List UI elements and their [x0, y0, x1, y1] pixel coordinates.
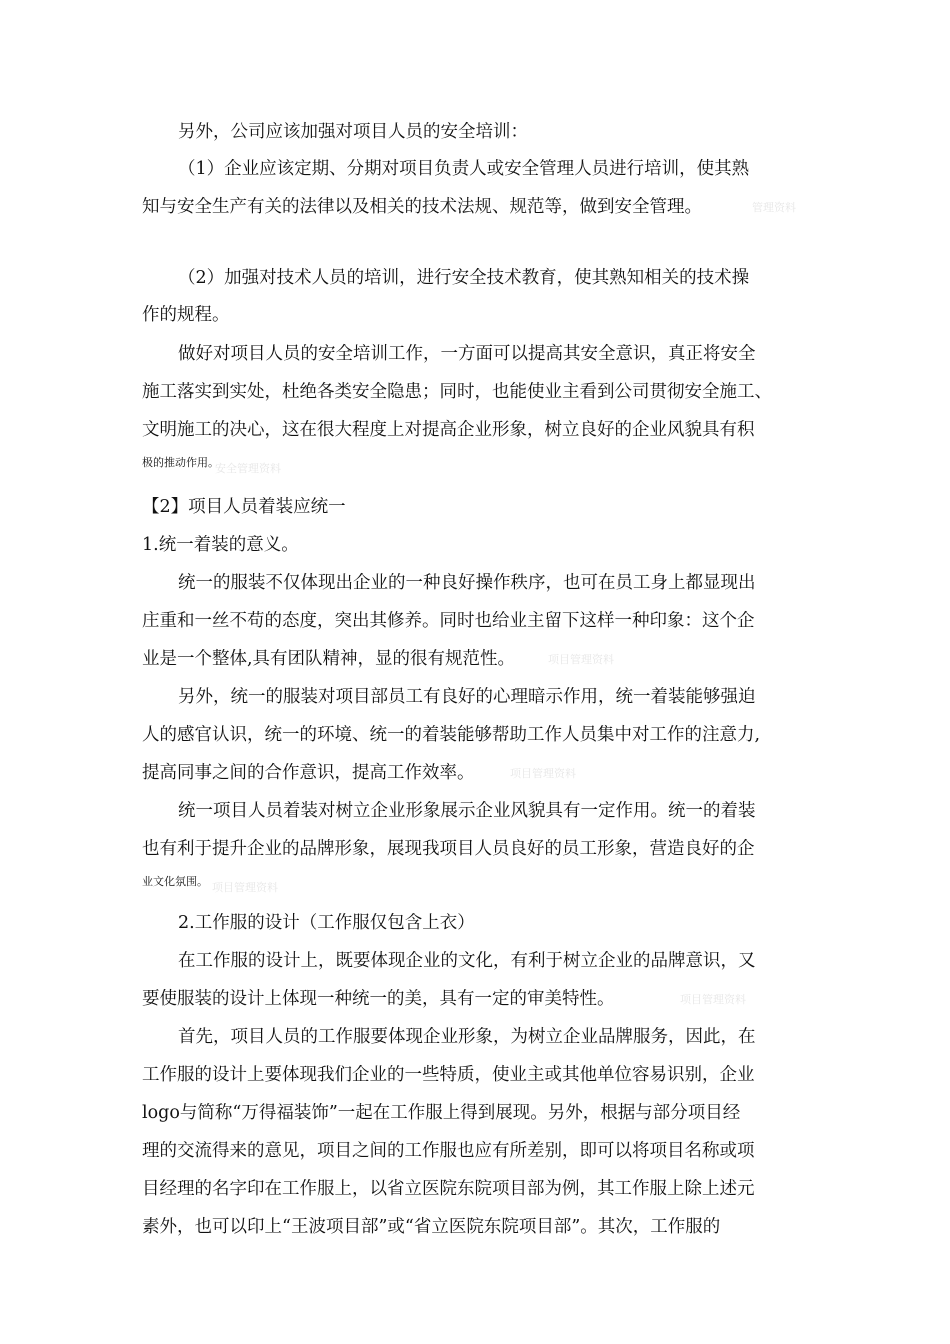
text-line: 也有利于提升企业的品牌形象，展现我项目人员良好的员工形象，营造良好的企 — [142, 839, 755, 859]
text-line: logo与简称“万得福装饰”一起在工作服上得到展现。另外，根据与部分项目经 — [142, 1103, 741, 1123]
text-line: （1）企业应该定期、分期对项目负责人或安全管理人员进行培训，使其熟 — [178, 159, 750, 179]
text-line: 文明施工的决心，这在很大程度上对提高企业形象，树立良好的企业风貌具有积 — [142, 420, 755, 440]
subsection-heading: 2.工作服的设计（工作服仅包含上衣） — [178, 913, 475, 933]
text-line: 另外，公司应该加强对项目人员的安全培训： — [178, 122, 528, 142]
text-line: 提高同事之间的合作意识，提高工作效率。 — [142, 763, 475, 783]
text-line: 业是一个整体,具有团队精神，显的很有规范性。 — [142, 649, 516, 669]
text-line: 首先，项目人员的工作服要体现企业形象，为树立企业品牌服务，因此，在 — [178, 1027, 756, 1047]
text-line: （2）加强对技术人员的培训，进行安全技术教育，使其熟知相关的技术操 — [178, 268, 750, 288]
text-line: 施工落实到实处，杜绝各类安全隐患；同时，也能使业主看到公司贯彻安全施工、 — [142, 382, 772, 402]
text-line: 做好对项目人员的安全培训工作，一方面可以提高其安全意识，真正将安全 — [178, 344, 756, 364]
watermark-text: 项目管理资料 — [212, 881, 278, 894]
text-line: 素外，也可以印上“王波项目部”或“省立医院东院项目部”。其次，工作服的 — [142, 1217, 721, 1237]
text-line: 人的感官认识，统一的环境、统一的着装能够帮助工作人员集中对工作的注意力, — [142, 725, 761, 745]
watermark-text: 项目管理资料 — [510, 767, 576, 780]
text-line: 庄重和一丝不苟的态度，突出其修养。同时也给业主留下这样一种印象：这个企 — [142, 611, 755, 631]
watermark-text: 管理资料 — [752, 201, 796, 214]
watermark-text: 项目管理资料 — [548, 653, 614, 666]
text-line: 作的规程。 — [142, 305, 230, 325]
subsection-heading: 1.统一着装的意义。 — [142, 535, 299, 555]
text-line: 要使服装的设计上体现一种统一的美，具有一定的审美特性。 — [142, 989, 615, 1009]
text-line: 另外，统一的服装对项目部员工有良好的心理暗示作用，统一着装能够强迫 — [178, 687, 756, 707]
section-heading: 【2】项目人员着装应统一 — [142, 497, 346, 517]
text-line: 理的交流得来的意见，项目之间的工作服也应有所差别，即可以将项目名称或项 — [142, 1141, 755, 1161]
text-line: 统一的服装不仅体现出企业的一种良好操作秩序，也可在员工身上都显现出 — [178, 573, 756, 593]
text-line: 知与安全生产有关的法律以及相关的技术法规、规范等，做到安全管理。 — [142, 197, 702, 217]
text-line-small: 业文化氛围。 — [142, 875, 208, 888]
watermark-text: 项目管理资料 — [680, 993, 746, 1006]
text-line: 工作服的设计上要体现我们企业的一些特质，使业主或其他单位容易识别，企业 — [142, 1065, 755, 1085]
text-line-small: 极的推动作用。 — [142, 456, 219, 469]
text-line: 在工作服的设计上，既要体现企业的文化，有利于树立企业的品牌意识，又 — [178, 951, 756, 971]
text-line: 目经理的名字印在工作服上，以省立医院东院项目部为例，其工作服上除上述元 — [142, 1179, 755, 1199]
watermark-text: 安全管理资料 — [215, 462, 281, 475]
text-line: 统一项目人员着装对树立企业形象展示企业风貌具有一定作用。统一的着装 — [178, 801, 756, 821]
